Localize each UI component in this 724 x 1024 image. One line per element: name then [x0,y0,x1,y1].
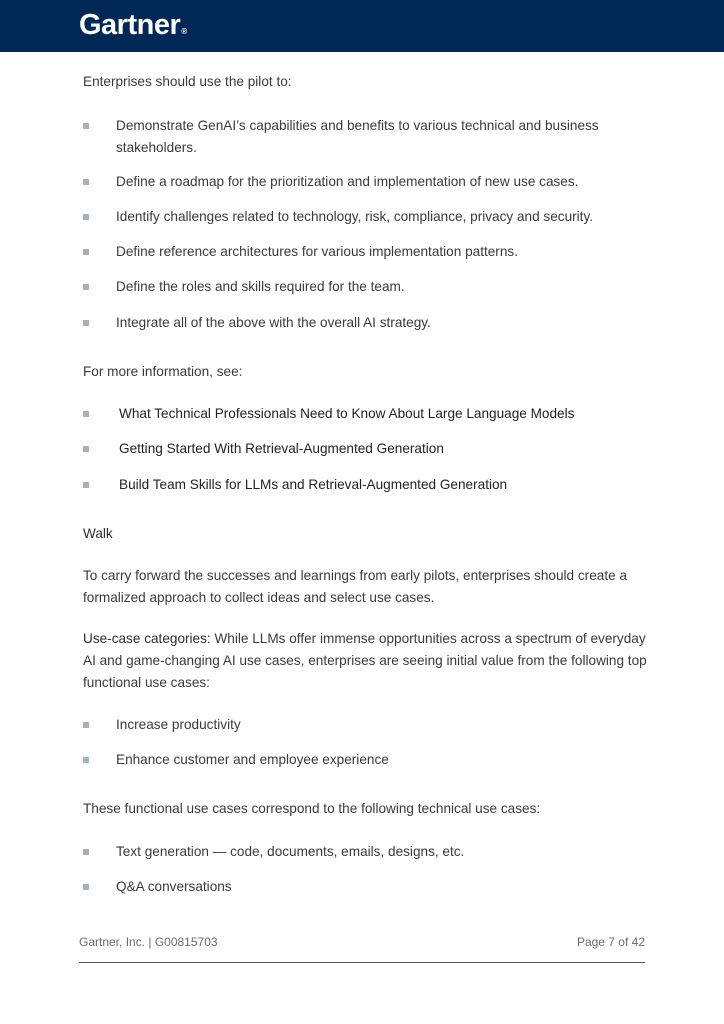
bullet-square-icon [83,757,89,763]
bullet-square-icon [83,482,89,488]
bullet-square-icon [83,849,89,855]
logo-text: Gartner [79,9,181,41]
usecase-paragraph [83,628,648,694]
intro-paragraph: Enterprises should use the pilot to: [83,74,292,89]
footer-divider [79,962,645,963]
footer-document-id: Gartner, Inc. | G00815703 [79,935,218,949]
bullet-square-icon [83,411,89,417]
bullet-square-icon [83,320,89,326]
bullet-square-icon [83,884,89,890]
usecase-text: While LLMs offer immense opportunities across a spectrum of everyday AI and game-changing AI use cases, enterprises are seeing initial value from the following top functional use cases: [83,631,647,690]
usecase-lead: Use-case categories: [83,631,211,646]
walk-heading: Walk [83,526,113,541]
logo-registered-mark: ® [181,27,187,36]
more-info-paragraph: For more information, see: [83,364,243,379]
bullet-square-icon [83,179,89,185]
bullet-square-icon [83,123,89,129]
bullet-square-icon [83,446,89,452]
bullet-square-icon [83,249,89,255]
footer-page-number: Page 7 of 42 [576,935,645,949]
bullet-square-icon [83,214,89,220]
bullet-square-icon [83,722,89,728]
bullet-square-icon [83,284,89,290]
walk-paragraph: To carry forward the successes and learnings from early pilots, enterprises should create a formalized approach to collect ideas and select use cases. [83,568,628,605]
technical-intro-paragraph: These functional use cases correspond to the following technical use cases: [83,801,541,816]
gartner-logo [79,6,187,51]
page-header [0,0,724,52]
